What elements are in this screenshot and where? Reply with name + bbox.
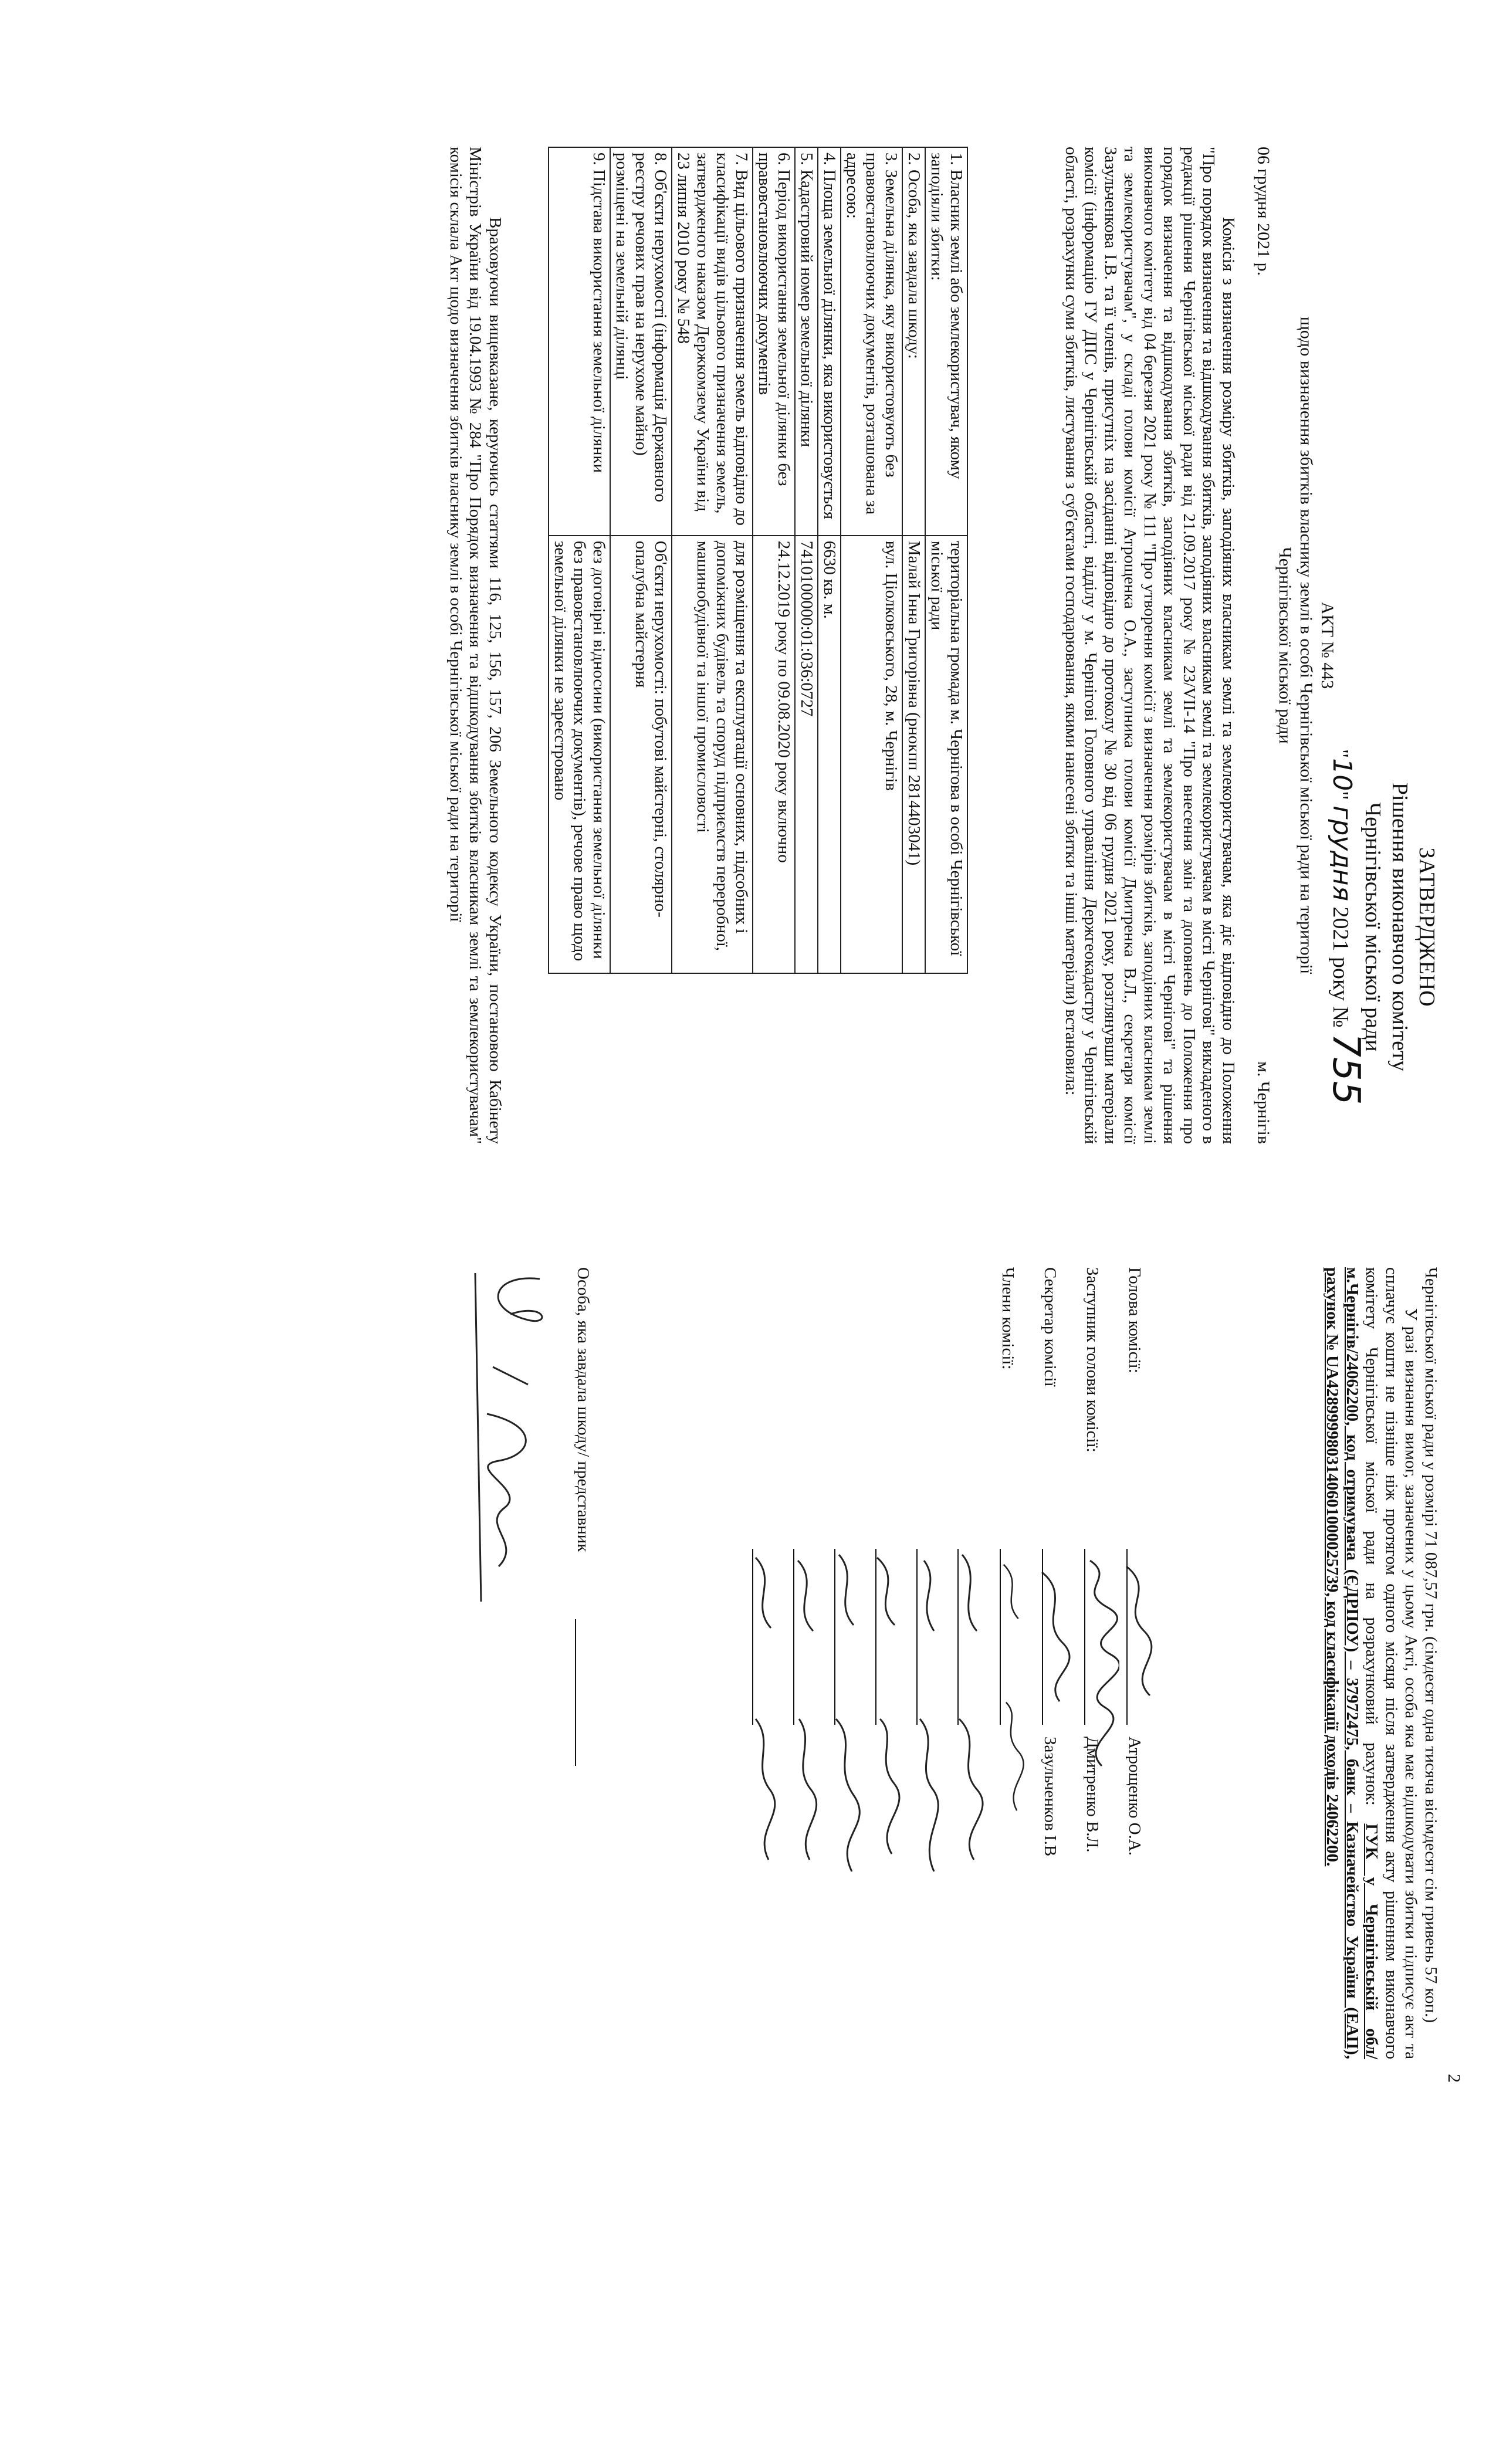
member-signature <box>946 1543 991 1907</box>
row-value: 24.12.2019 року по 09.08.2020 року включно <box>753 536 795 973</box>
act-title-block <box>1274 147 1338 1144</box>
continuation-text: Чернігівської міської ради у розмірі 71 087,57 грн. (сімдесят одна тисяча вісімдесят сім гривень 57 коп.) <box>1421 1267 1440 2023</box>
chair-name: Атрощенко О.А. <box>1125 1737 1144 1856</box>
member-signature <box>905 1543 950 1907</box>
row-label: 9. Підстава використання земельної ділянки <box>549 147 610 536</box>
member-signature <box>740 1543 786 1907</box>
row-label: 3. Земельна ділянка, яку використовують без правовстановлюючих документів, розташована за адресою: <box>841 147 902 536</box>
row-value: Об'єкти нерухомості: побутові майстерні, столярно-опалубна майстерня <box>610 536 672 973</box>
closing-paragraph: Враховуючи вищевказане, керуючись статтями 116, 125, 156, 157, 206 Земельного кодексу України, постановою Кабінету Міністрів України від 19.04.1993 № 284 "Про Порядок визначення та відшкодування збитків власникам землі та землекористувачам" комісія склала Акт щодо визначення збитків власнику землі в особі Чернігівської міської ради на території <box>446 147 505 1144</box>
act-place: м. Чернігів <box>1254 1061 1273 1144</box>
handwritten-month: грудня <box>1327 805 1357 901</box>
record-table <box>548 147 968 974</box>
row-label: 4. Площа земельної ділянки, яка використовується <box>818 147 841 536</box>
row-label: 5. Кадастровий номер земельної ділянки <box>795 147 818 536</box>
deputy-role: Заступник голови комісії: <box>1083 1267 1102 1453</box>
date-place-row <box>1253 147 1273 1144</box>
payment-terms: У разі визнання вимог, зазначених у цьому Акті, особа яка має відшкодувати збитки підписує акт та сплачує кошти не пізніше ніж протягом одного місяця після затвердження акту рішенням виконавчого комітету Чернігівської міської ради на розрахунковий рахунок: ГУК у Чернігівській обл/м.Чернігів/24062200, код отримувача (ЄДРПОУ) – 37972475, банк – Казначейство України (ЕАП), рахунок № UA428999980314060100002573​9, код класифікації доходів 24062200. <box>1323 1267 1421 2060</box>
member-signature <box>781 1543 827 1907</box>
deputy-name: Дмитренко В.Л. <box>1083 1737 1102 1853</box>
approval-date-line: "10" грудня 2021 року № 755 <box>1324 749 1368 1105</box>
table-row <box>672 147 753 973</box>
row-value: вул. Ціолковського, 28, м. Чернігів <box>841 536 902 973</box>
row-value: 7410100000:01:036:0727 <box>795 536 818 973</box>
responsible-label: Особа, яка завдала шкоду/ представник <box>574 1267 593 1552</box>
act-subtitle-2: Чернігівської міської ради <box>1275 547 1295 744</box>
table-row <box>795 147 818 973</box>
page-two <box>0 1232 1496 2083</box>
signature-block <box>729 1267 1144 2059</box>
responsible-party-block <box>573 1267 593 2059</box>
row-value: територіальна громада м. Чернігова в особі Чернігівської міської ради <box>925 536 967 973</box>
act-date: 06 грудня 2021 р. <box>1254 147 1273 276</box>
page-two-text <box>1322 1267 1440 2059</box>
approval-line-1: Рішення виконавчого комітету <box>1387 782 1412 1072</box>
row-label: 8. Об'єкти нерухомості (інформація Державного реєстру речових прав на нерухоме майно) розміщені на земельній ділянці <box>610 147 672 536</box>
member-signature <box>864 1543 909 1907</box>
row-value: 6630 кв. м. <box>818 536 841 973</box>
bank-details: ГУК у Чернігівській обл/м.Чернігів/24062200, код отримувача (ЄДРПОУ) – 37972475, банк – Казначейство України (ЕАП), рахунок № UA428999980314060100002573​9, код класифікації доходів 24062200. <box>1323 1267 1382 2060</box>
member-signature-row <box>729 1267 770 2059</box>
member-signature <box>823 1543 868 1907</box>
approval-stamp-block <box>1324 704 1440 1150</box>
table-row <box>902 147 925 973</box>
handwritten-day: 10 <box>1327 758 1357 791</box>
page-number: 2 <box>1444 2074 1464 2083</box>
members-role: Члени комісії: <box>999 1267 1017 1370</box>
row-label: 6. Період використання земельної ділянки без правовстановлюючих документів <box>753 147 795 536</box>
row-label: 7. Вид цільового призначення земель відповідно до класифікації видів цільового призначення земель, затвердженого наказом Держкомзему України від 23 липня 2010 року № 548 <box>672 147 753 536</box>
row-value: для розміщення та експлуатації основних, підсобних і допоміжних будівель та споруд підприємств переробної, машинобудівної та іншої промисловості <box>672 536 753 973</box>
row-value: Малай Інна Григорівна (рнокпп 2814403041) <box>902 536 925 973</box>
table-row <box>818 147 841 973</box>
approval-heading: ЗАТВЕРДЖЕНО <box>1414 847 1439 1007</box>
member-signature <box>988 1555 1035 1860</box>
table-row <box>925 147 967 973</box>
table-row <box>549 147 610 973</box>
table-row <box>841 147 902 973</box>
chair-role: Голова комісії: <box>1125 1267 1144 1373</box>
responsible-signature <box>463 1261 563 1613</box>
secretary-name: Зазульченков І.В <box>1041 1737 1060 1857</box>
table-row <box>610 147 672 973</box>
handwritten-decision-number: 755 <box>1324 1033 1368 1105</box>
row-value: без договірні відносини (використання земельної ділянки без правовстановлюючих документів), речове право щодо земельної ділянки не зареєстровано <box>549 536 610 973</box>
table-row <box>753 147 795 973</box>
act-subtitle: щодо визначення збитків власнику землі в особі Чернігівської міської ради на території <box>1297 316 1316 974</box>
secretary-role: Секретар комісії <box>1041 1267 1060 1387</box>
act-title: АКТ № 443 <box>1318 601 1337 689</box>
row-label: 2. Особа, яка завдала шкоду: <box>902 147 925 536</box>
intro-paragraph: Комісія з визначення розміру збитків, заподіяних власникам землі та землекористувачам, яка діє відповідно до Положення "Про порядок визначення та відшкодування збитків, заподіяних власникам землі та землекористувачам в місті Чернігові" викладеного в редакції рішення Чернігівської міської ради від 21.09.2017 року № 23/VII-14 "Про внесення змін та доповнень до Положення про порядок визначення та відшкодування збитків, заподіяних власникам землі та землекористувачам в місті Чернігові" та рішення виконавчого комітету від 04 березня 2021 року № 111 "Про утворення комісії з визначення розмірів збитків, заподіяних власникам землі та землекористувачам", у складі голови комісії Атрощенка О.А., заступника голови комісії Дмитренка В.Л., секретаря комісії Зазульченкова І.В. та її членів, присутніх на засіданні відповідно до протоколу № 30 від 06 грудня 2021 року, розглянувши матеріали комісії (інформацію ГУ ДПС у Чернігівській області, відділу у м. Чернігові Головного управління Держгеокадастру у Чернігівській області, розрахунки суми збитків, листування з суб'єктами господарювання, якими нанесені збитки та інші матеріали) встановила: <box>1062 147 1238 1144</box>
row-label: 1. Власник землі або землекористувач, якому заподіяли збитки: <box>925 147 967 536</box>
approval-line-2: Чернігівської міської ради <box>1360 802 1385 1052</box>
